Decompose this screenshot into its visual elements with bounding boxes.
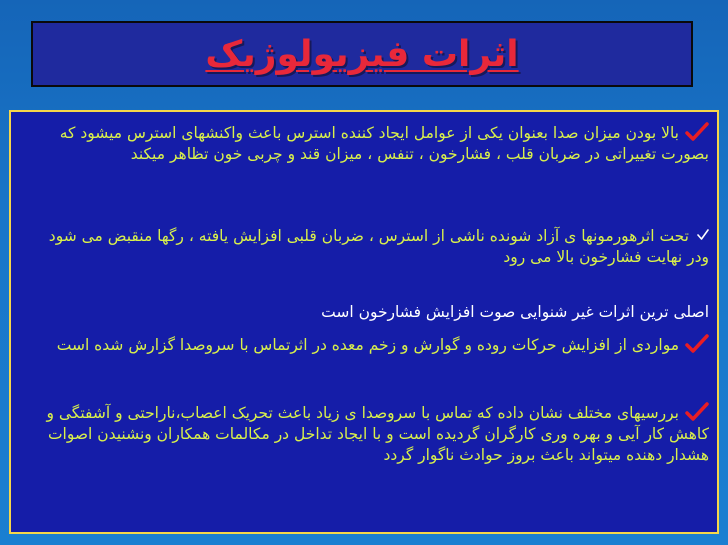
- item-text: بالا بودن میزان صدا بعنوان یکی از عوامل ایجاد کننده استرس باعث واکنشهای استرس میشود که بصورت تغییراتی در ضربان قلب ، فشارخون ، تنفس ، میزان قند و چربی خون تظاهر میکند: [59, 124, 709, 163]
- red-check-icon: [685, 122, 709, 142]
- item-text: تحت اثرهورمونها ی آزاد شونده ناشی از استرس ، ضربان قلبی افزایش یافته ، رگها منقبض می شود ودر نهایت فشارخون بالا می رود: [48, 227, 709, 266]
- red-check-icon: [685, 334, 709, 354]
- slide-title: اثرات فیزیولوژیک: [205, 33, 519, 75]
- list-item: [35, 302, 709, 323]
- title-box: [31, 21, 693, 87]
- content-box: [9, 110, 719, 534]
- list-item: [35, 226, 709, 268]
- small-check-icon: [697, 229, 709, 241]
- list-item: [35, 402, 709, 466]
- item-text: اصلی ترین اثرات غیر شنوایی صوت افزایش فشارخون است: [321, 303, 709, 321]
- item-text: مواردی از افزایش حرکات روده و گوارش و زخم معده در اثرتماس با سروصدا گزارش شده است: [56, 336, 679, 354]
- list-item: [35, 122, 709, 165]
- item-text: بررسیهای مختلف نشان داده که تماس با سروصدا ی زیاد باعث تحریک اعصاب،ناراحتی و آشفتگی و کاهش کار آیی و بهره وری کارگران گردیده است و با ایجاد تداخل در مکالمات همکاران ونشنیدن اصوات هشدار دهنده میتواند باعث بروز حوادث ناگوار گردد: [46, 404, 709, 464]
- red-check-icon: [685, 402, 709, 422]
- list-item: [35, 334, 709, 356]
